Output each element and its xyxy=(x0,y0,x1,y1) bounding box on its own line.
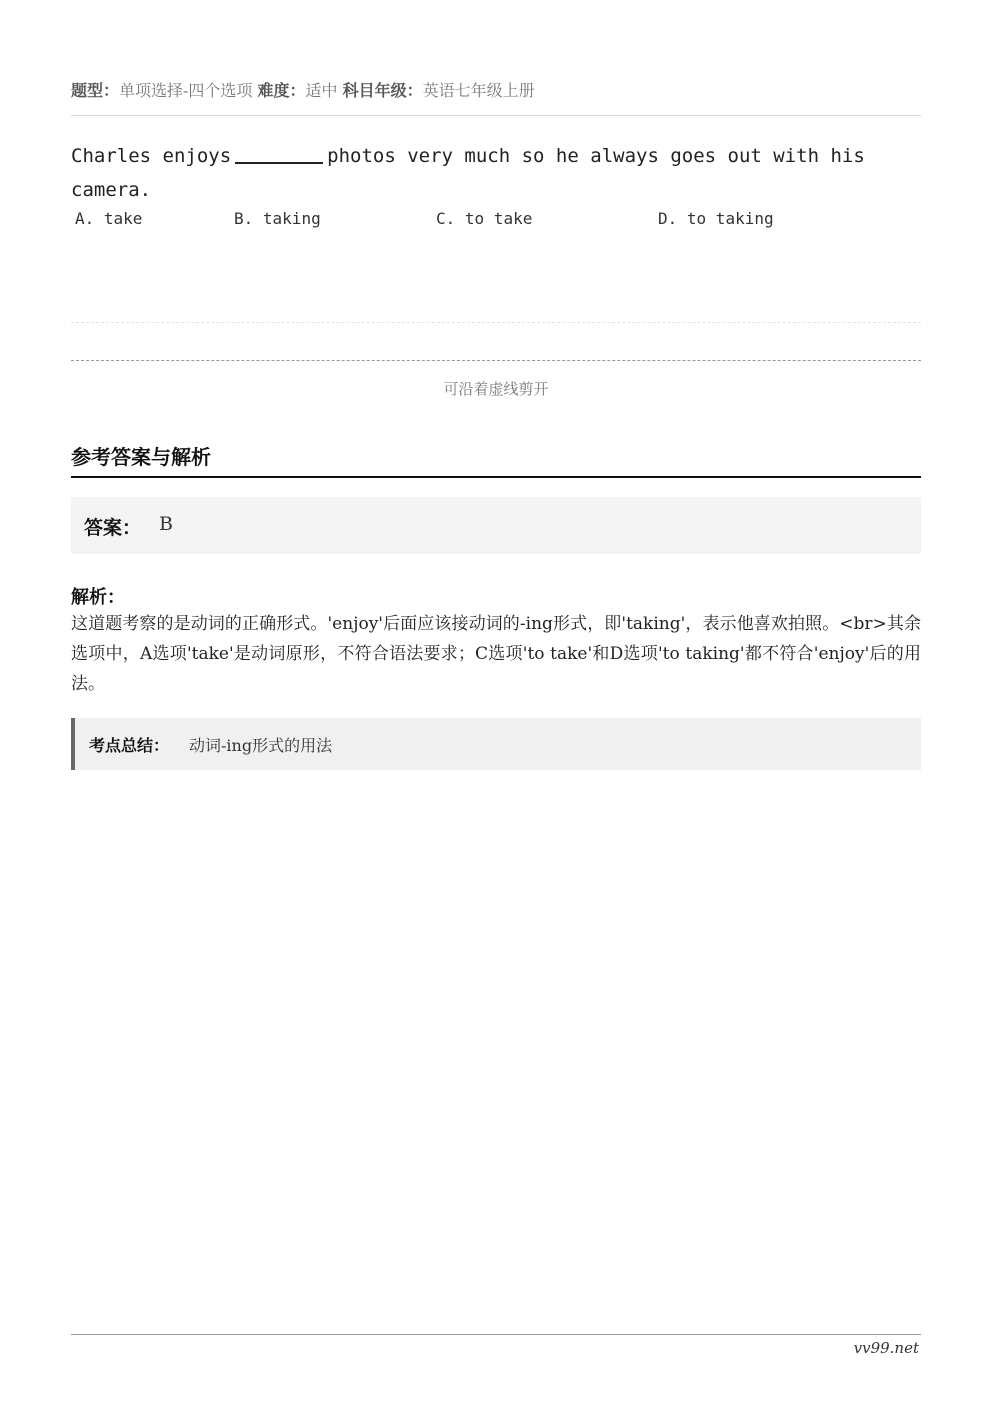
option-a-text: take xyxy=(103,209,143,228)
footer-divider xyxy=(71,1334,921,1335)
option-d-letter: D. xyxy=(658,209,678,228)
option-b-letter: B. xyxy=(234,209,254,228)
type-label: 题型： xyxy=(71,81,120,100)
option-c-letter: C. xyxy=(436,209,456,228)
cut-line xyxy=(71,360,921,361)
option-d-text: to taking xyxy=(686,209,774,228)
summary-value: 动词-ing形式的用法 xyxy=(189,736,333,755)
option-b[interactable] xyxy=(234,209,321,228)
cut-hint: 可沿着虚线剪开 xyxy=(443,380,549,398)
answer-value: B xyxy=(159,513,173,535)
answer-label: 答案： xyxy=(84,517,142,539)
question-meta xyxy=(71,78,921,102)
summary-box xyxy=(71,718,921,770)
dashed-divider-light xyxy=(71,322,921,323)
explanation-label: 解析： xyxy=(71,587,125,608)
question-stem xyxy=(71,139,921,207)
option-c[interactable] xyxy=(436,209,532,228)
explanation-text: 这道题考察的是动词的正确形式。'enjoy'后面应该接动词的-ing形式，即'taking'，表示他喜欢拍照。<br>其余选项中，A选项'take'是动词原形，不符合语法要求；C选项'to take'和D选项'to taking'都不符合'enjoy'后的用法。 xyxy=(71,614,921,694)
option-c-text: to take xyxy=(464,209,533,228)
difficulty-value: 适中 xyxy=(305,81,338,100)
option-a[interactable] xyxy=(75,209,142,228)
options-row xyxy=(0,209,992,233)
section-divider xyxy=(71,476,921,478)
subject-label: 科目年级： xyxy=(342,81,423,100)
question-text-after: photos very much so he always goes out with his camera. xyxy=(71,145,865,201)
summary-label: 考点总结： xyxy=(89,736,170,755)
footer-site: vv99.net xyxy=(853,1339,919,1357)
difficulty-label: 难度： xyxy=(257,81,306,100)
question-text-before: Charles enjoys xyxy=(71,145,232,167)
type-value: 单项选择-四个选项 xyxy=(119,81,253,100)
answer-section-title: 参考答案与解析 xyxy=(71,445,211,469)
option-b-text: taking xyxy=(262,209,321,228)
answer-box xyxy=(71,497,921,554)
meta-divider xyxy=(71,115,921,116)
option-a-letter: A. xyxy=(75,209,95,228)
answer-blank xyxy=(235,142,323,164)
subject-value: 英语七年级上册 xyxy=(422,81,535,100)
option-d[interactable] xyxy=(658,209,774,228)
